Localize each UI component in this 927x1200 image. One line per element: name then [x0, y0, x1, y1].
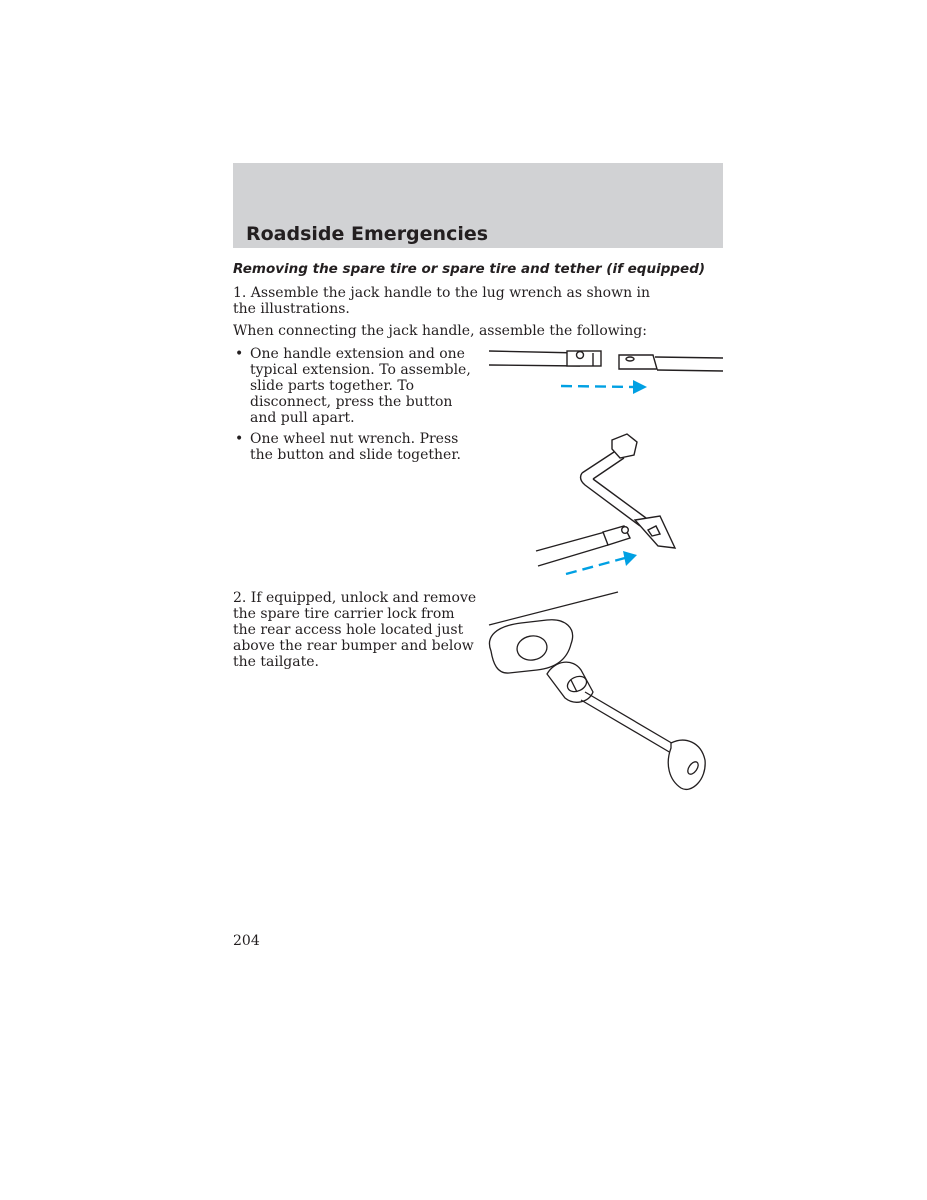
assembly-bullet-list — [233, 346, 478, 468]
spare-tire-lock-illustration — [485, 588, 730, 803]
extension-illustration — [485, 345, 730, 400]
bullet-text: One wheel nut wrench. Press the button and slide together. — [250, 431, 461, 463]
section-header-band — [233, 163, 723, 248]
subheading: Removing the spare tire or spare tire and tether (if equipped) — [233, 261, 706, 277]
blue-arrow-icon — [561, 380, 647, 394]
connect-intro-text: When connecting the jack handle, assemble the following: — [233, 323, 647, 339]
bullet-text: One handle extension and one typical extension. To assemble, slide parts together. To disconnect, press the button and pull apart. — [250, 346, 471, 426]
step-2-text: 2. If equipped, unlock and remove the spare tire carrier lock from the rear access hole located just above the rear bumper and below the tailgate. — [233, 590, 477, 670]
list-item — [233, 431, 478, 463]
bullet-symbol: • — [235, 346, 244, 362]
step-1-text: 1. Assemble the jack handle to the lug wrench as shown in the illustrations. — [233, 285, 651, 317]
wheel-nut-wrench-illustration — [530, 428, 715, 583]
page-number: 204 — [233, 933, 260, 949]
bullet-symbol: • — [235, 431, 244, 447]
list-item — [233, 346, 478, 426]
section-title: Roadside Emergencies — [246, 223, 489, 245]
